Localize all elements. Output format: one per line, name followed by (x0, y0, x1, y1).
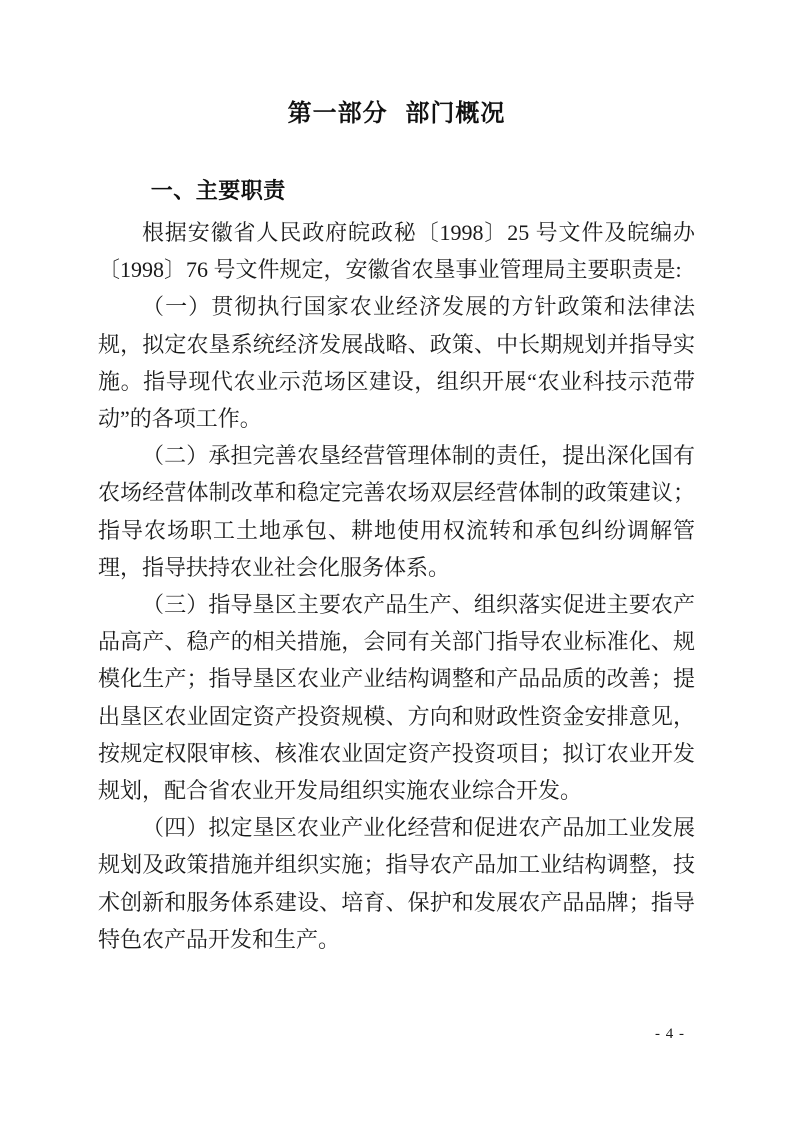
paragraph-duty-2: （二）承担完善农垦经营管理体制的责任，提出深化国有农场经营体制改革和稳定完善农场双层经营体制的政策建议；指导农场职工土地承包、耕地使用权流转和承包纠纷调解管理，指导扶持农业社会化服务体系。 (98, 443, 695, 580)
page-number: - 4 - (655, 1026, 685, 1042)
page-title: 第一部分 部门概况 (287, 100, 506, 127)
paragraph-intro: 根据安徽省人民政府皖政秘〔1998〕25 号文件及皖编办〔1998〕76 号文件规定，安徽省农垦事业管理局主要职责是: (98, 220, 695, 283)
paragraph-duty-4: （四）拟定垦区农业产业化经营和促进农产品加工业发展规划及政策措施并组织实施；指导农产品加工业结构调整，技术创新和服务体系建设、培育、保护和发展农产品品牌；指导特色农产品开发和生产。 (98, 815, 695, 952)
document-body (98, 214, 695, 958)
paragraph-duty-3: （三）指导垦区主要农产品生产、组织落实促进主要农产品高产、稳产的相关措施，会同有关部门指导农业标准化、规模化生产；指导垦区农业产业结构调整和产品品质的改善；提出垦区农业固定资产投资规模、方向和财政性资金安排意见，按规定权限审核、核准农业固定资产投资项目；拟订农业开发规划，配合省农业开发局组织实施农业综合开发。 (98, 592, 695, 804)
paragraph-duty-1: （一）贯彻执行国家农业经济发展的方针政策和法律法规，拟定农垦系统经济发展战略、政策、中长期规划并指导实施。指导现代农业示范场区建设，组织开展“农业科技示范带动”的各项工作。 (98, 294, 695, 432)
document-content (98, 0, 695, 958)
section-heading: 一、主要职责 (150, 178, 286, 203)
